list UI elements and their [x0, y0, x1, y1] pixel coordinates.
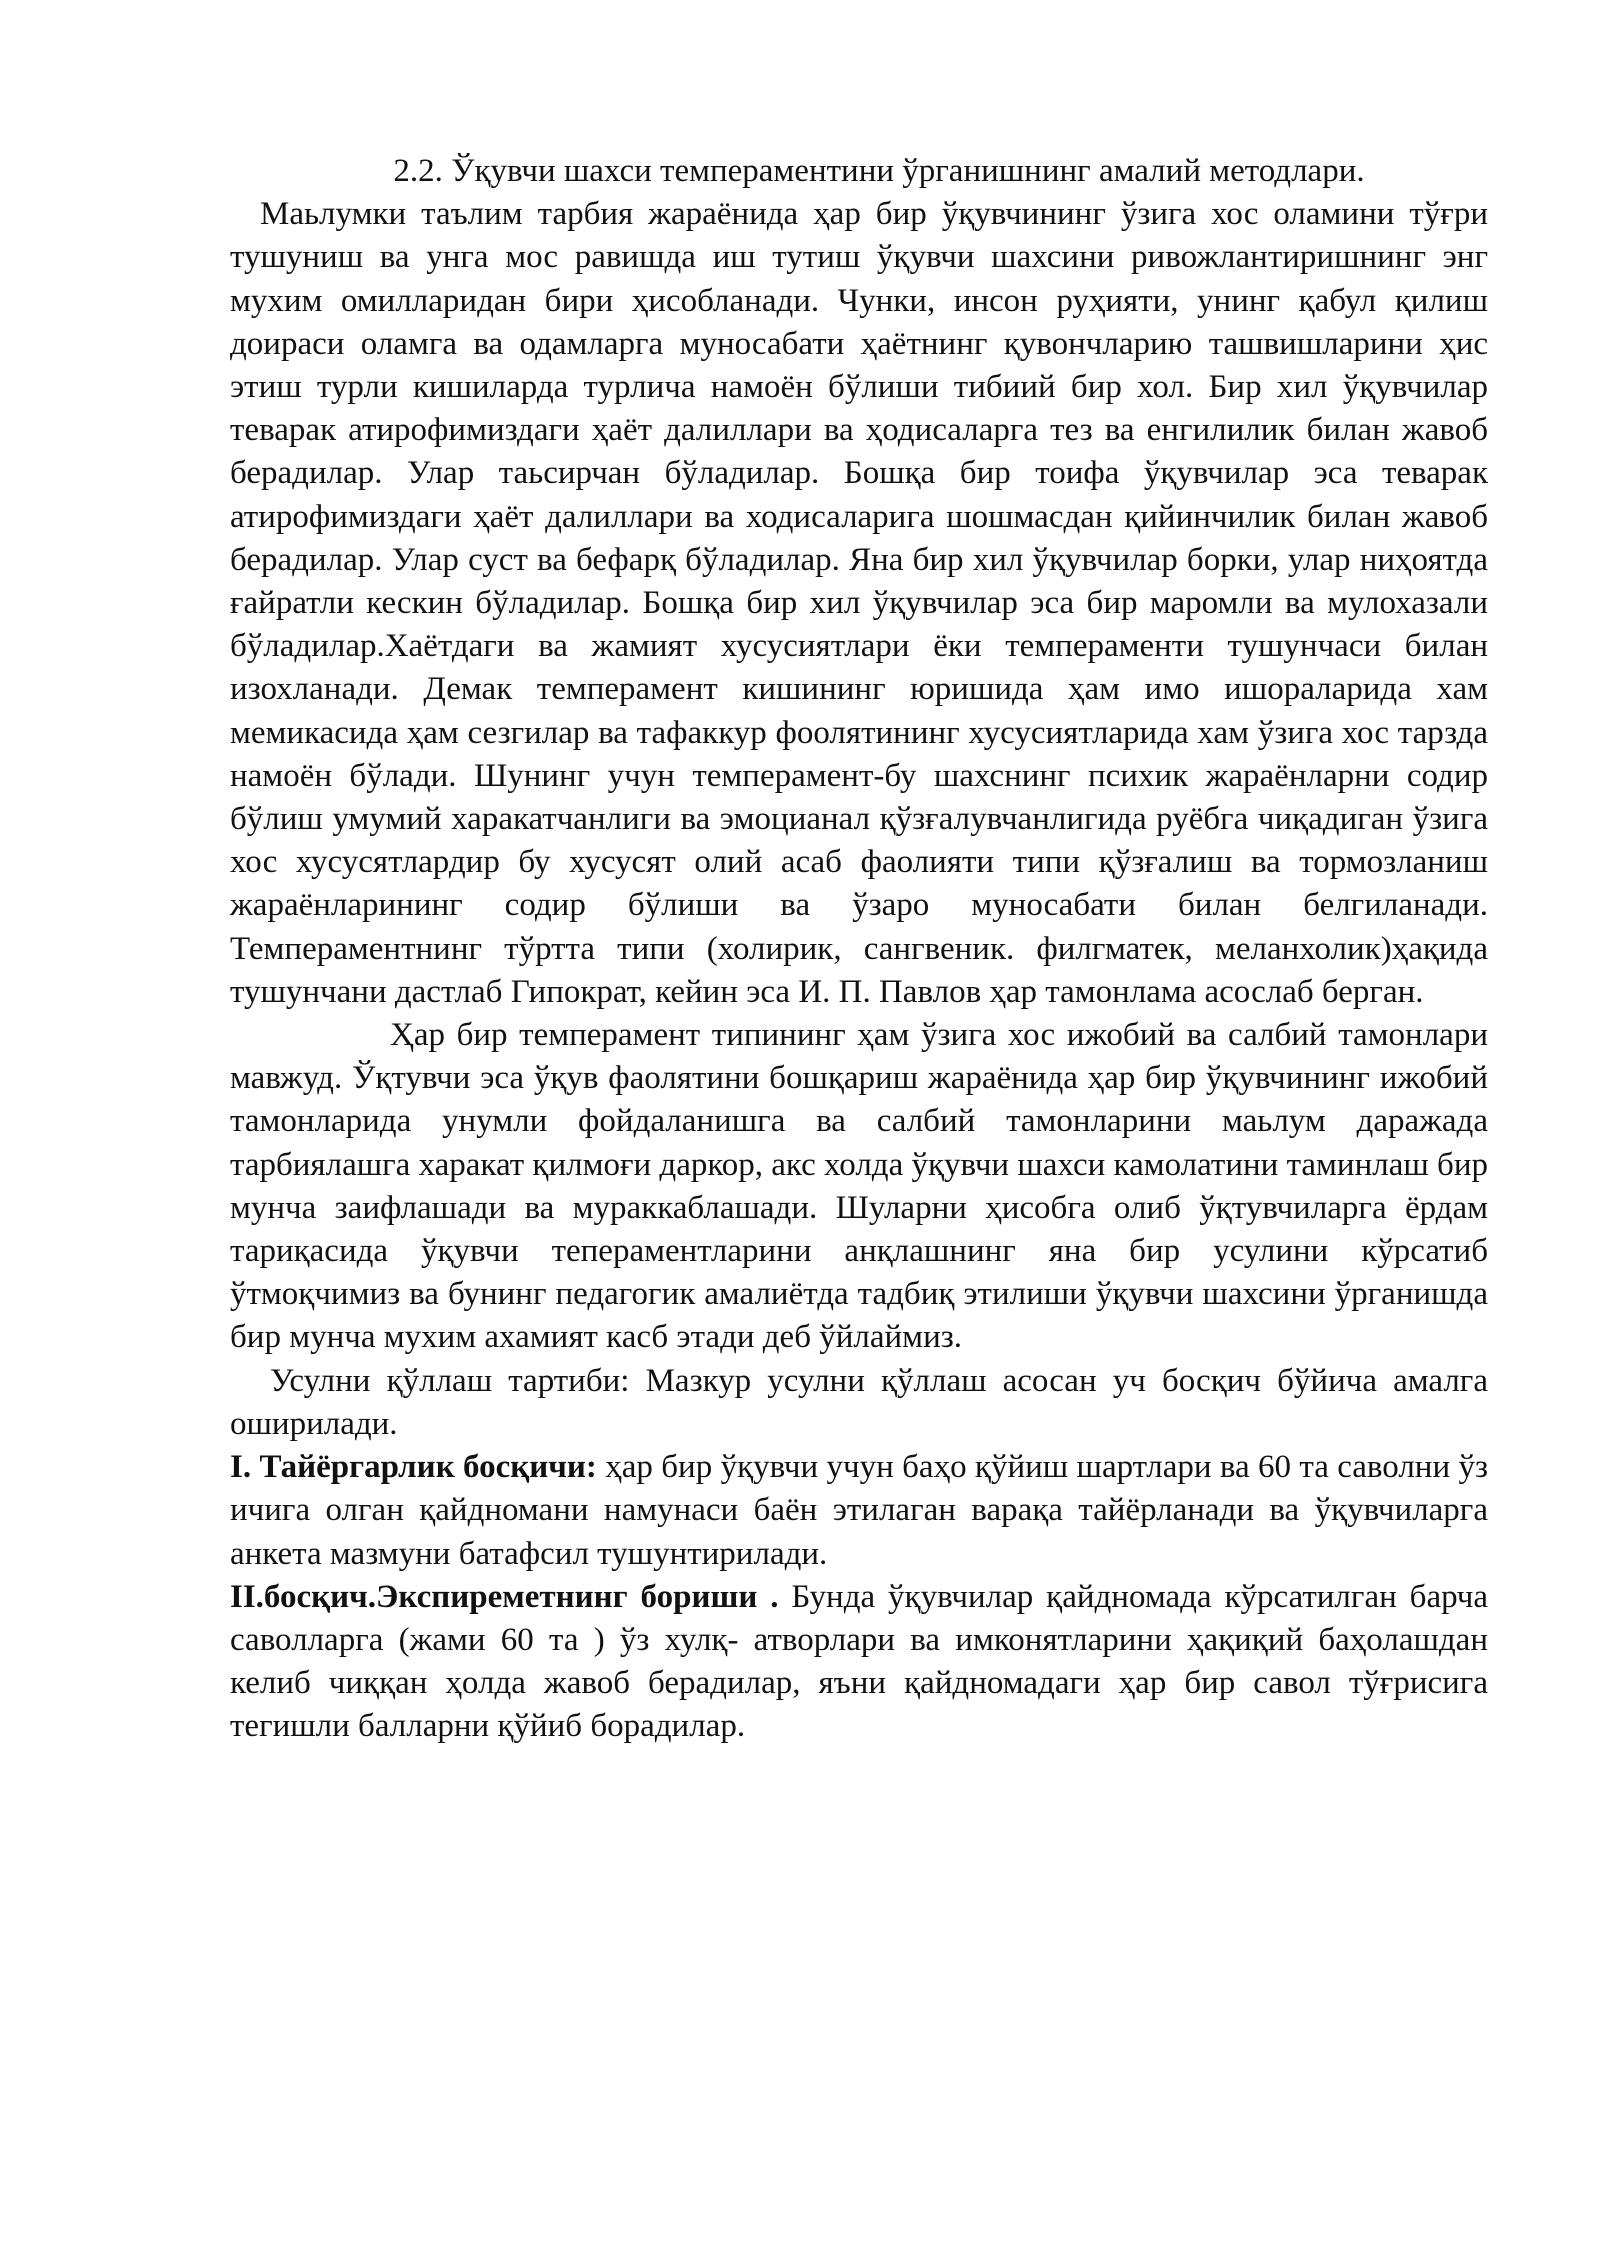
body-paragraph-2: Ҳар бир темперамент типининг ҳам ўзига хос ижобий ва салбий тамонлари мавжуд. Ўқтувчи эса ўқув фаолятини бошқариш жараёнида ҳар бир ўқувчининг ижобий тамонларида унумли фойдаланишга ва салбий тамонларини маьлум даражада тарбиялашга харакат қилмоғи даркор, акс холда ўқувчи шахси камолатини таминлаш бир мунча заифлашади ва мураккаблашади. Шуларни ҳисобга олиб ўқтувчиларга ёрдам тариқасида ўқувчи тепераментларини анқлашнинг яна бир усулини кўрсатиб ўтмоқчимиз ва бунинг педагогик амалиётда тадбиқ этилиши ўқувчи шахсини ўрганишда бир мунча мухим ахамият касб этади деб ўйлаймиз.	[230, 1017, 1488, 1356]
document-page	[230, 150, 1488, 1749]
step-1-label: I. Тайёргарлик босқичи:	[230, 1449, 597, 1486]
section-title: 2.2. Ўқувчи шахси темпераментини ўрганишнинг амалий методлари.	[393, 153, 1365, 189]
body-paragraph-3: Усулни қўллаш тартиби: Мазкур усулни қўллаш асосан уч босқич бўйича амалга оширилади.	[230, 1362, 1488, 1442]
step-1	[230, 1446, 1488, 1576]
body-paragraph-1: Маьлумки таълим тарбия жараёнида ҳар бир ўқувчининг ўзига хос оламини тўғри тушуниш ва унга мос равишда иш тутиш ўқувчи шахсини ривожлантиришнинг энг мухим омилларидан бири ҳисобланади. Чунки, инсон руҳияти, унинг қабул қилиш доираси оламга ва одамларга муносабати ҳаётнинг қувончларию ташвишларини ҳис этиш турли кишиларда турлича намоён бўлиши тибиий бир хол. Бир хил ўқувчилар теварак атирофимиздаги ҳаёт далиллари ва ҳодисаларга тез ва енгилилик билан жавоб берадилар. Улар таьсирчан бўладилар. Бошқа бир тоифа ўқувчилар эса теварак атирофимиздаги ҳаёт далиллари ва ходисаларига шошмасдан қийинчилик билан жавоб берадилар. Улар суст ва бефарқ бўладилар. Яна бир хил ўқувчилар борки, улар ниҳоятда ғайратли кескин бўладилар. Бошқа бир хил ўқувчилар эса бир маромли ва мулохазали бўладилар.Хаётдаги ва жамият хусусиятлари ёки темпераменти тушунчаси билан изохланади. Демак темперамент кишининг юришида ҳам имо ишораларида хам мемикасида ҳам сезгилар ва тафаккур фоолятининг хусусиятларида хам ўзига хос тарзда намоён бўлади. Шунинг учун темперамент-бу шахснинг психик жараёнларни содир бўлиш умумий харакатчанлиги ва эмоцианал қўзғалувчанлигида руёбга чиқадиган ўзига хос хусусятлардир бу хусусят олий асаб фаолияти типи қўзғалиш ва тормозланиш жараёнларининг содир бўлиши ва ўзаро муносабати билан белгиланади. Темпераментнинг тўртта типи (холирик, сангвеник. филгматек, меланхолик)ҳақида тушунчани дастлаб Гипократ, кейин эса И. П. Павлов ҳар тамонлама асослаб берган.	[230, 196, 1488, 1010]
step-2	[230, 1576, 1488, 1749]
step-1-text: ҳар бир ўқувчи учун баҳо қўйиш шартлари ва 60 та саволни ўз ичига олган қайдномани намунаси баён этилаган варақа тайёрланади ва ўқувчиларга анкета мазмуни батафсил тушунтирилади.	[230, 1449, 1488, 1572]
step-2-label: II.босқич.Экспиреметнинг бориши .	[230, 1578, 779, 1615]
step-2-text: Бунда ўқувчилар қайдномада кўрсатилган барча саволларга (жами 60 та ) ўз хулқ- атворлари ва имконятларини ҳақиқий баҳолашдан келиб чиққан ҳолда жавоб берадилар, яъни қайдномадаги ҳар бир савол тўғрисига тегишли балларни қўйиб борадилар.	[230, 1578, 1489, 1745]
